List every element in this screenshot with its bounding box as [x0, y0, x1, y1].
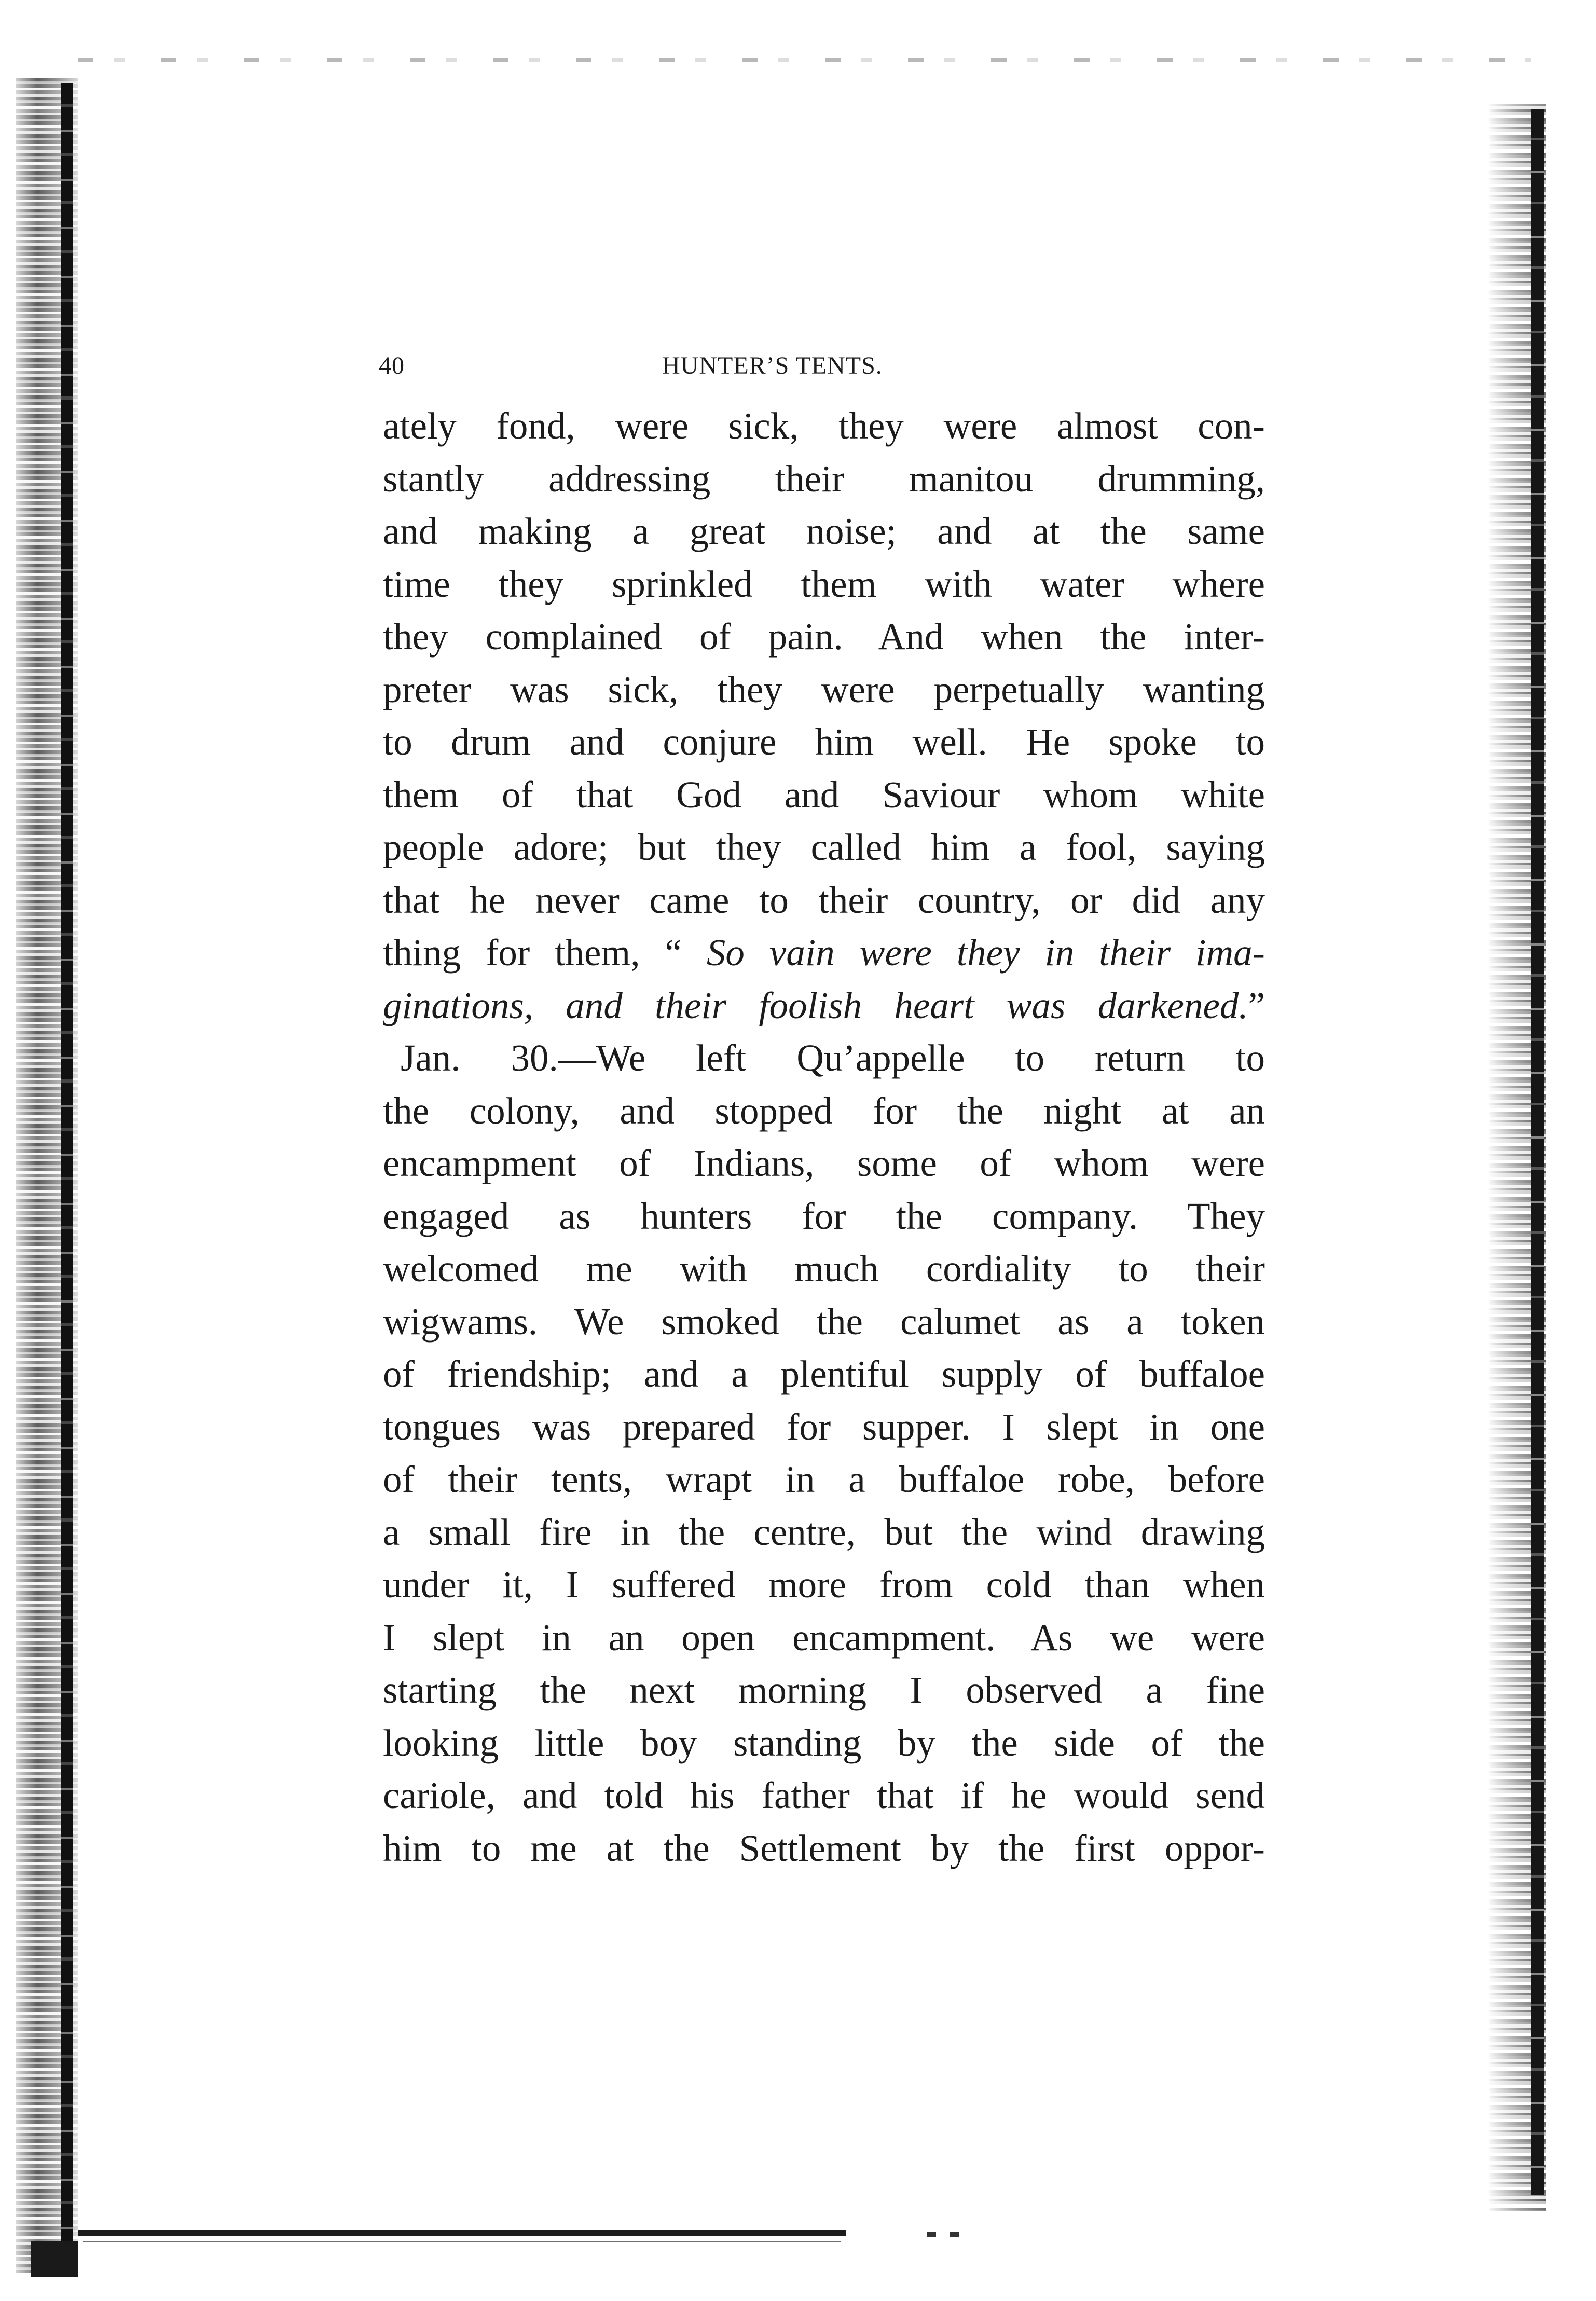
text-line — [383, 979, 1265, 1032]
scan-right-binding — [1531, 109, 1544, 2195]
quotation-italic: ginations, and their foolish heart was darkened. — [383, 984, 1248, 1026]
quotation-italic: So vain were they in their ima- — [706, 932, 1265, 974]
scan-top-edge — [78, 58, 1531, 62]
text-line: preter was sick, they were perpetually wanting — [383, 668, 1265, 710]
text-run: ” — [1248, 984, 1265, 1026]
scan-corner-mark — [31, 2241, 78, 2277]
text-line: wigwams. We smoked the calumet as a token — [383, 1300, 1265, 1343]
text-line: that he never came to their country, or did any — [383, 879, 1265, 921]
scan-dash-mark — [927, 2232, 936, 2237]
text-line: they complained of pain. And when the inter- — [383, 615, 1265, 658]
scan-dash-mark — [950, 2232, 959, 2237]
text-line: them of that God and Saviour whom white — [383, 773, 1265, 816]
text-line: welcomed me with much cordiality to their — [383, 1248, 1265, 1290]
body-text — [383, 400, 1265, 1874]
page-header — [379, 348, 1012, 384]
scan-left-binding — [61, 83, 73, 2263]
text-line: a small fire in the centre, but the wind drawing — [383, 1511, 1265, 1553]
text-line: of their tents, wrapt in a buffaloe robe, before — [383, 1458, 1265, 1500]
text-line: of friendship; and a plentiful supply of buffaloe — [383, 1353, 1265, 1395]
text-line: encampment of Indians, some of whom were — [383, 1142, 1265, 1184]
text-line: him to me at the Settlement by the first oppor- — [383, 1827, 1265, 1869]
text-line: cariole, and told his father that if he would send — [383, 1774, 1265, 1816]
text-line: starting the next morning I observed a fine — [383, 1669, 1265, 1711]
text-line: the colony, and stopped for the night at an — [383, 1089, 1265, 1132]
page-number: 40 — [379, 352, 405, 379]
text-line: engaged as hunters for the company. They — [383, 1195, 1265, 1237]
text-run: thing for them, “ — [383, 932, 707, 974]
text-line: people adore; but they called him a fool, saying — [383, 826, 1265, 868]
text-line: stantly addressing their manitou drumming, — [383, 457, 1265, 500]
text-line: to drum and conjure him well. He spoke to — [383, 721, 1265, 763]
text-line: and making a great noise; and at the same — [383, 510, 1265, 552]
text-line — [383, 926, 1265, 979]
bottom-rule-shadow — [83, 2241, 841, 2242]
text-line: under it, I suffered more from cold than when — [383, 1564, 1265, 1606]
text-line: tongues was prepared for supper. I slept in one — [383, 1405, 1265, 1448]
text-line: ately fond, were sick, they were almost con- — [383, 405, 1265, 447]
text-line: looking little boy standing by the side of the — [383, 1721, 1265, 1764]
text-line: I slept in an open encampment. As we were — [383, 1616, 1265, 1659]
paragraph-start: Jan. 30.—We left Qu’appelle to return to — [401, 1037, 1265, 1079]
running-head: HUNTER’S TENTS. — [662, 352, 883, 379]
text-line: time they sprinkled them with water where — [383, 563, 1265, 605]
bottom-rule — [78, 2230, 846, 2236]
